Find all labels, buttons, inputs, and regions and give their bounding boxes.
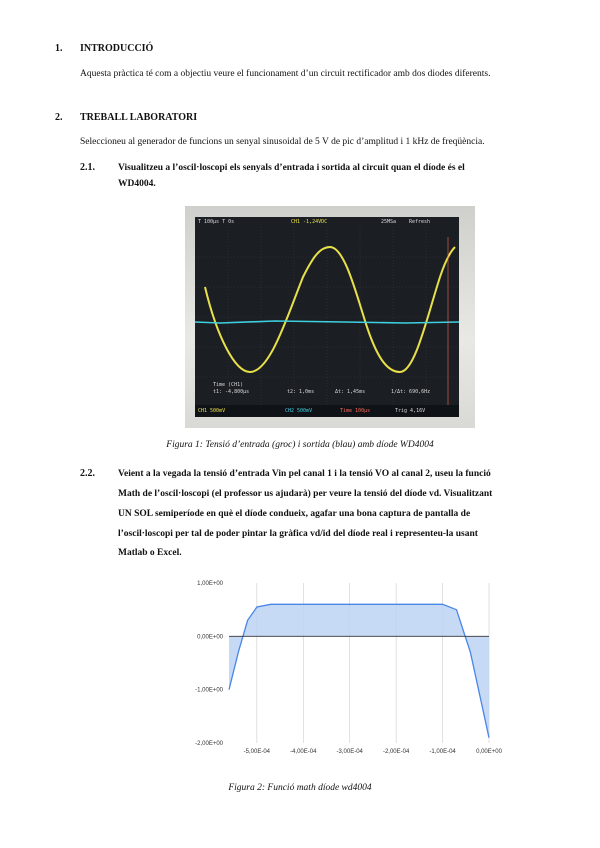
chart-x-tick-label: -4,00E-04 bbox=[290, 749, 317, 755]
scope-ch1-scale: CH1 500mV bbox=[198, 408, 226, 414]
chart-x-tick-label: -3,00E-04 bbox=[336, 749, 363, 755]
chart-y-tick-label: 0,00E+00 bbox=[197, 634, 223, 641]
subsection-2-2-line1: Veient a la vegada la tensió d’entrada Vin pel canal 1 i la tensió VO al canal 2, useu la funció bbox=[118, 469, 491, 479]
scope-cursor-freq: 1/Δt: 690,6Hz bbox=[391, 389, 431, 395]
chart-area-fill bbox=[229, 604, 489, 737]
chart-x-tick-label: 0,00E+00 bbox=[476, 749, 502, 755]
subsection-2-2-line3: UN SOL semiperíode en què el díode condueix, agafar una bona captura de pantalla de bbox=[118, 509, 471, 519]
chart-x-tick-label: -2,00E-04 bbox=[382, 749, 410, 755]
scope-cursor-t1: t1: -4,800µs bbox=[213, 389, 250, 395]
chart-x-tick-label: -5,00E-04 bbox=[243, 749, 271, 755]
subsection-2-1-line1: Visualitzeu a l’oscil·loscopi els senyals d’entrada i sortida al circuit quan el díode és el bbox=[118, 163, 465, 173]
subsection-2-2-line2: Math de l’oscil·loscopi (el professor us ajudarà) per veure la tensió del díode vd. Visualitzant bbox=[118, 489, 493, 499]
subsection-2-1-line2: WD4004. bbox=[118, 179, 156, 189]
subsection-2-2-number: 2.2. bbox=[80, 468, 95, 479]
section-2-title: TREBALL LABORATORI bbox=[80, 112, 198, 123]
diode-math-chart bbox=[185, 575, 502, 765]
oscilloscope-screen bbox=[195, 217, 459, 417]
subsection-2-2-line5: Matlab o Excel. bbox=[118, 548, 182, 558]
scope-trigger: Trig 4,16V bbox=[395, 408, 426, 414]
scope-cursor-label: Time (CH1) bbox=[213, 382, 244, 388]
chart-y-tick-label: -1,00E+00 bbox=[195, 687, 223, 694]
section-1-number: 1. bbox=[55, 43, 63, 54]
section-1-text: Aquesta pràctica té com a objectiu veure el funcionament d’un circuit rectificador amb dos diodes diferents. bbox=[80, 69, 491, 79]
scope-cursor-delta: Δt: 1,45ms bbox=[335, 389, 366, 395]
chart-x-tick-label: -1,00E-04 bbox=[429, 749, 456, 755]
scope-time-scale: Time 100µs bbox=[340, 408, 371, 414]
oscilloscope-photo bbox=[185, 206, 475, 428]
chart-svg bbox=[185, 575, 502, 765]
figure-1-caption: Figura 1: Tensió d’entrada (groc) i sortida (blau) amb díode WD4004 bbox=[166, 440, 434, 450]
scope-sample-rate: 25MSa bbox=[381, 219, 397, 225]
section-2-text: Seleccioneu al generador de funcions un senyal sinusoidal de 5 V de pic d’amplitud i 1 kHz de freqüència. bbox=[80, 137, 485, 147]
scope-cursor-t2: t2: 1,0ms bbox=[287, 389, 315, 395]
chart-y-tick-label: -2,00E+00 bbox=[195, 741, 223, 747]
chart-y-tick-label: 1,00E+00 bbox=[197, 581, 223, 587]
scope-timebase: T 100µs T 0s bbox=[198, 219, 235, 225]
scope-mode: Refresh bbox=[409, 219, 431, 225]
subsection-2-1-number: 2.1. bbox=[80, 162, 95, 173]
figure-2-caption: Figura 2: Funció math díode wd4004 bbox=[228, 783, 372, 793]
scope-bottom-bar bbox=[195, 405, 459, 417]
section-2-number: 2. bbox=[55, 112, 63, 123]
scope-ch2-scale: CH2 500mV bbox=[285, 408, 313, 414]
section-1-title: INTRODUCCIÓ bbox=[80, 43, 154, 54]
scope-channel-1-readout: CH1 -1,24VDC bbox=[291, 219, 328, 225]
subsection-2-2-line4: l’oscil·loscopi per tal de poder pintar la gràfica vd/id del díode real i representeu-la usant bbox=[118, 529, 478, 539]
